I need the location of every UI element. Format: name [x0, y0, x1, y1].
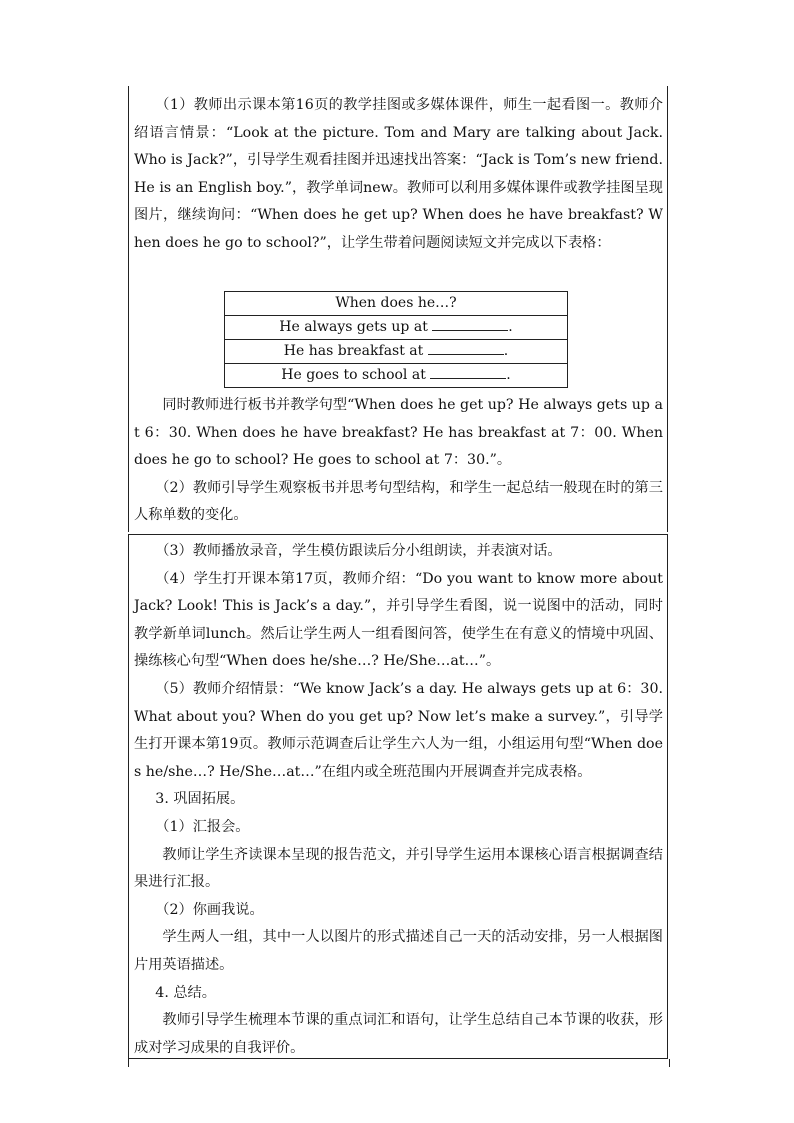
- paragraph-survey: （5）教师介绍情景：“We know Jack’s a day. He always gets up at 6：30. What about you? When do you get up? Now let’s make a survey.”，引导学生打开课本第19页。教师示范调查后让学生六人为一组，小组运用句型“When does he/she…? He/She…at…”在组内或全班范围内开展调查并完成表格。: [134, 680, 663, 780]
- paragraph-report: 教师让学生齐读课本呈现的报告范文，并引导学生运用本课核心语言根据调查结果进行汇报。: [134, 846, 663, 891]
- table-cell: [225, 316, 568, 340]
- heading-draw-say: （2）你画我说。: [155, 901, 264, 918]
- paragraph-picture-intro: （1）教师出示课本第16页的教学挂图或多媒体课件，师生一起看图一。教师介绍语言情景：“Look at the picture. Tom and Mary are talking about Jack. Who is Jack?”，引导学生观看挂图并迅速找出答案：“Jack is Tom’s new friend. He is an English boy.”，教学单词new。教师可以利用多媒体课件或教学挂图呈现图片，继续询问：“When does he get up? When does he have breakfast? When does he go to school?”，让学生带着问题阅读短文并完成以下表格：: [134, 97, 663, 251]
- period-mark: .: [503, 343, 509, 359]
- paragraph-page17: （4）学生打开课本第17页，教师介绍：“Do you want to know more about Jack? Look! This is Jack’s a day.”，并引导学生看图，说一说图中的活动，同时教学新单词lunch。然后让学生两人一组看图问答，使学生在有意义的情境中巩固、操练核心句型“When does he/she…? He/She…at…”。: [134, 570, 663, 670]
- answer-blank: [430, 365, 506, 379]
- lesson-procedure-box-bottom: [128, 534, 668, 1059]
- table-row: [225, 340, 568, 364]
- paragraph-draw-say: 学生两人一组，其中一人以图片的形式描述自己一天的活动安排，另一人根据图片用英语描述。: [134, 929, 663, 973]
- paragraph-blackboard: 同时教师进行板书并教学句型“When does he get up? He always gets up at 6：30. When does he have breakfast? He has breakfast at 7：00. When does he go to school? He goes to school at 7：30.”。: [134, 397, 663, 469]
- heading-report: （1）汇报会。: [155, 818, 250, 835]
- table-row: [225, 364, 568, 388]
- answer-blank: [428, 341, 504, 355]
- table-cell: [225, 364, 568, 388]
- fill-in-table: [224, 291, 568, 388]
- table-cell-text: He always gets up at: [279, 319, 428, 335]
- period-mark: .: [508, 319, 513, 335]
- paragraph-summary-grammar: （2）教师引导学生观察板书并思考句型结构，和学生一起总结一般现在时的第三人称单数的变化。: [134, 479, 663, 524]
- paragraph-recording: （3）教师播放录音，学生模仿跟读后分小组朗读，并表演对话。: [155, 543, 562, 559]
- answer-blank: [432, 317, 508, 331]
- table-row: [225, 316, 568, 340]
- period-mark: .: [506, 367, 511, 383]
- next-box-stub: [128, 1059, 670, 1067]
- paragraph-summary: 教师引导学生梳理本节课的重点词汇和语句，让学生总结自己本节课的收获，形成对学习成果的自我评价。: [134, 1012, 663, 1056]
- table-cell-text: He has breakfast at: [283, 343, 424, 359]
- heading-consolidate: 3. 巩固拓展。: [155, 791, 245, 808]
- heading-summary: 4. 总结。: [155, 984, 216, 1001]
- table-cell-text: He goes to school at: [281, 367, 426, 383]
- table-row: [225, 292, 568, 316]
- table-cell: [225, 340, 568, 364]
- table-header-cell: When does he…?: [225, 292, 568, 316]
